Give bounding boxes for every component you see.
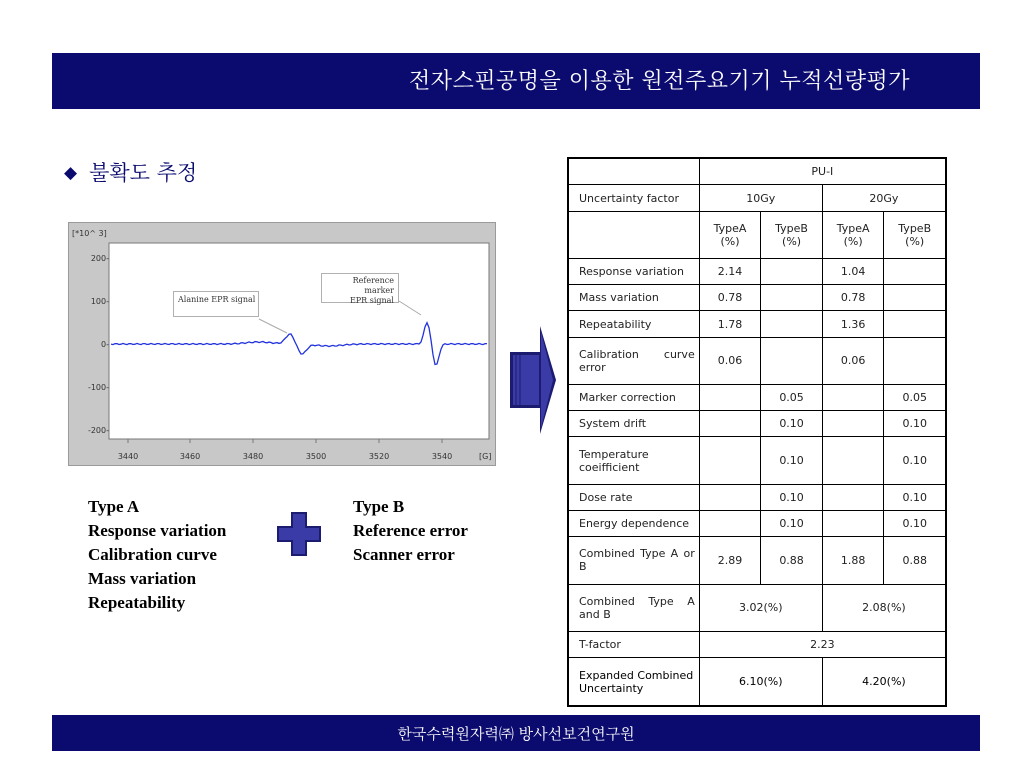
x-tick-label: 3480	[242, 452, 264, 461]
row-label: Response variation	[568, 259, 699, 285]
plot-area	[109, 243, 489, 439]
table-row	[568, 584, 946, 631]
annotation-reference: Reference marker EPR signal	[321, 273, 399, 303]
type-a-title: Type A	[88, 497, 140, 516]
table-cell: 0.05	[884, 385, 946, 411]
table-cell	[822, 437, 884, 484]
section-heading-text: 불확도 추정	[89, 161, 198, 185]
table-cell: 0.10	[761, 411, 823, 437]
table-cell: 0.10	[761, 511, 823, 537]
table-cell: 4.20(%)	[822, 658, 946, 706]
subheader-cell: TypeB (%)	[761, 211, 823, 258]
x-tick-label: 3440	[117, 452, 139, 461]
table-cell	[699, 385, 761, 411]
table-cell: 6.10(%)	[699, 658, 822, 706]
table-cell	[884, 259, 946, 285]
table-cell: 0.05	[761, 385, 823, 411]
epr-spectrum-svg	[69, 223, 497, 467]
table-cell	[822, 385, 884, 411]
table-row	[568, 437, 946, 484]
table-cell	[699, 511, 761, 537]
table-row	[568, 632, 946, 658]
table-cell: 0.10	[884, 437, 946, 484]
diamond-bullet-icon: ◆	[64, 163, 78, 183]
table-row	[568, 211, 946, 258]
uncertainty-table	[567, 157, 947, 707]
type-a-item: Mass variation	[88, 569, 197, 588]
y-tick-label: -200-	[87, 426, 109, 435]
table-cell: 0.10	[884, 484, 946, 510]
table-row	[568, 185, 946, 211]
y-unit-label: [*10^ 3]	[72, 229, 107, 238]
factor-header: Uncertainty factor	[568, 185, 699, 211]
row-label: Temperature coeifficient	[568, 437, 699, 484]
row-label: System drift	[568, 411, 699, 437]
dose-header: 10Gy	[699, 185, 822, 211]
row-label: T-factor	[568, 632, 699, 658]
table-cell: 2.89	[699, 537, 761, 584]
table-cell: 1.04	[822, 259, 884, 285]
table-cell	[822, 511, 884, 537]
row-label: Calibration curve error	[568, 337, 699, 384]
type-b-title: Type B	[353, 497, 405, 516]
table-row	[568, 411, 946, 437]
table-row	[568, 537, 946, 584]
row-label: Repeatability	[568, 311, 699, 337]
row-label: Dose rate	[568, 484, 699, 510]
table-row	[568, 259, 946, 285]
footer-banner	[52, 715, 980, 751]
table-cell: 0.78	[699, 285, 761, 311]
row-label: Marker correction	[568, 385, 699, 411]
dose-header: 20Gy	[822, 185, 946, 211]
plus-icon	[277, 512, 321, 556]
subheader-cell: TypeB (%)	[884, 211, 946, 258]
type-a-item: Calibration curve	[88, 545, 217, 564]
table-row	[568, 385, 946, 411]
table-cell: 0.10	[761, 437, 823, 484]
table-cell	[884, 285, 946, 311]
row-label: Combined Type A and B	[568, 584, 699, 631]
table-cell	[699, 484, 761, 510]
table-cell: 0.78	[822, 285, 884, 311]
table-cell	[761, 311, 823, 337]
x-tick-label: 3460	[179, 452, 201, 461]
y-tick-label: 200-	[90, 254, 109, 263]
table-cell	[822, 484, 884, 510]
table-cell: 1.88	[822, 537, 884, 584]
row-label: Combined Type A or B	[568, 537, 699, 584]
header-banner	[52, 53, 980, 109]
table-cell	[699, 411, 761, 437]
annotation-alanine: Alanine EPR signal	[173, 291, 259, 317]
table-cell: 0.10	[884, 511, 946, 537]
table-row	[568, 658, 946, 706]
table-cell	[761, 285, 823, 311]
y-tick-label: 0-	[101, 340, 109, 349]
type-a-list	[88, 495, 226, 615]
table-cell: 0.06	[822, 337, 884, 384]
table-cell: 1.36	[822, 311, 884, 337]
type-a-item: Repeatability	[88, 593, 186, 612]
table-row	[568, 158, 946, 185]
slide-title: 전자스핀공명을 이용한 원전주요기기 누적선량평가	[408, 69, 910, 94]
x-tick-label: 3500	[305, 452, 327, 461]
type-a-item: Response variation	[88, 521, 227, 540]
subheader-cell: TypeA (%)	[822, 211, 884, 258]
table-cell: 2.14	[699, 259, 761, 285]
table-row	[568, 285, 946, 311]
table-cell	[761, 259, 823, 285]
table-cell	[761, 337, 823, 384]
table-row	[568, 337, 946, 384]
table-cell: 0.06	[699, 337, 761, 384]
table-cell: 0.10	[884, 411, 946, 437]
type-b-list	[353, 495, 468, 567]
y-tick-label: 100-	[90, 297, 109, 306]
table-row	[568, 311, 946, 337]
table-cell: 1.78	[699, 311, 761, 337]
subheader-cell: TypeA (%)	[699, 211, 761, 258]
table-cell: 2.23	[699, 632, 946, 658]
footer-text: 한국수력원자력㈜ 방사선보건연구원	[397, 725, 635, 743]
table-row	[568, 484, 946, 510]
section-heading	[64, 157, 197, 187]
table-cell: 0.88	[884, 537, 946, 584]
right-arrow-icon	[510, 326, 556, 434]
x-tick-label: 3520	[368, 452, 390, 461]
table-cell	[822, 411, 884, 437]
epr-spectrum-plot	[68, 222, 496, 466]
type-b-item: Reference error	[353, 521, 468, 540]
table-cell: 0.10	[761, 484, 823, 510]
table-cell: 2.08(%)	[822, 584, 946, 631]
table-cell	[699, 437, 761, 484]
sample-header: PU-I	[699, 158, 946, 185]
table-cell: 3.02(%)	[699, 584, 822, 631]
x-tick-label: 3540	[431, 452, 453, 461]
type-b-item: Scanner error	[353, 545, 455, 564]
row-label: Energy dependence	[568, 511, 699, 537]
table-cell: 0.88	[761, 537, 823, 584]
row-label: Expanded Combined Uncertainty	[568, 658, 699, 706]
x-unit-label: [G]	[479, 452, 492, 461]
table-cell	[884, 311, 946, 337]
row-label: Mass variation	[568, 285, 699, 311]
y-tick-label: -100-	[87, 383, 109, 392]
table-row	[568, 511, 946, 537]
table-cell	[884, 337, 946, 384]
